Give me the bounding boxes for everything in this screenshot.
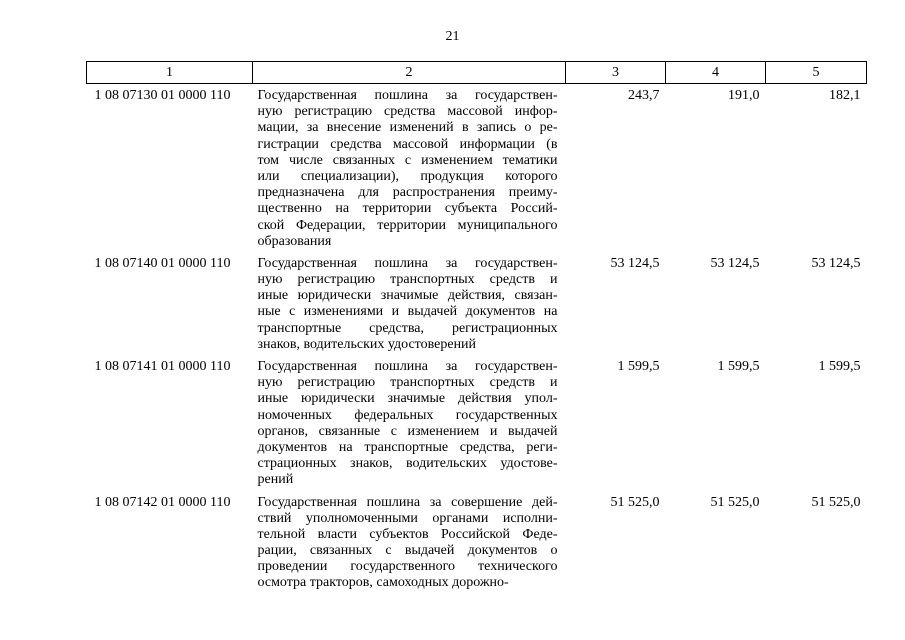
header-col-5: 5 bbox=[766, 62, 867, 84]
amount-col-4-cell: 53 124,5 bbox=[710, 255, 760, 271]
description-line: осмотра тракторов, самоходных дорожно- bbox=[257, 575, 509, 591]
description-line: ные с изменениями и выдачей документов на bbox=[257, 304, 558, 320]
amount-col-3-cell: 243,7 bbox=[628, 88, 660, 103]
table-body bbox=[87, 84, 867, 592]
description-line: знаков, водительских удостоверений bbox=[257, 336, 477, 352]
amount-col-4-cell: 1 599,5 bbox=[717, 359, 760, 374]
description-line: образования bbox=[257, 233, 332, 249]
amount-col-5-cell: 182,1 bbox=[829, 88, 861, 103]
description-line: Государственная пошлина за государствен- bbox=[257, 359, 558, 374]
description-line: иные юридически значимые действия, связан- bbox=[257, 288, 558, 304]
description-line: ствий уполномоченными органами исполни- bbox=[257, 510, 558, 526]
description-line: Государственная пошлина за совершение дей- bbox=[257, 494, 558, 510]
table-row bbox=[87, 84, 867, 250]
description-line: документов на транспортные средства, реги- bbox=[257, 439, 558, 455]
page-number: 21 bbox=[445, 29, 460, 44]
amount-col-5-cell: 51 525,0 bbox=[811, 494, 861, 510]
description-line: Государственная пошлина за государствен- bbox=[257, 255, 558, 271]
amount-col-5-cell: 1 599,5 bbox=[818, 359, 861, 374]
budget-code-cell: 1 08 07130 01 0000 110 bbox=[94, 88, 231, 103]
description-line: предназначена для распространения преиму- bbox=[257, 185, 558, 201]
amount-col-3-cell: 53 124,5 bbox=[610, 255, 660, 271]
description-line: органов, связанные с изменением и выдачей bbox=[257, 423, 558, 439]
description-line: страционных знаков, водительских удостове- bbox=[257, 456, 558, 472]
amount-col-4-cell: 191,0 bbox=[728, 88, 760, 103]
amount-col-3-cell: 51 525,0 bbox=[610, 494, 660, 510]
header-row bbox=[87, 62, 867, 84]
description-line: ную регистрацию транспортных средств и bbox=[257, 272, 558, 288]
description-line: ную регистрацию средства массовой инфор- bbox=[257, 104, 558, 120]
description-cell bbox=[253, 489, 566, 592]
description-cell bbox=[253, 353, 566, 489]
description-line: щественно на территории субъекта Россий- bbox=[257, 201, 558, 217]
description-line: ской Федерации, территории муниципального bbox=[257, 217, 558, 233]
description-line: гистрации средства массовой информации (в bbox=[257, 136, 558, 152]
amount-col-3-cell: 1 599,5 bbox=[617, 359, 660, 374]
budget-code-cell: 1 08 07141 01 0000 110 bbox=[94, 359, 231, 374]
description-line: проведении государственного технического bbox=[257, 559, 558, 575]
description-line: рации, связанных с выдачей документов о bbox=[257, 543, 558, 559]
budget-code-cell: 1 08 07142 01 0000 110 bbox=[94, 494, 231, 510]
table-row bbox=[87, 489, 867, 592]
description-line: номоченных федеральных государственных bbox=[257, 407, 558, 423]
header-col-3: 3 bbox=[566, 62, 666, 84]
table-row bbox=[87, 353, 867, 489]
description-cell bbox=[253, 84, 566, 250]
header-col-1: 1 bbox=[87, 62, 253, 84]
description-line: мации, за внесение изменений в запись о ре- bbox=[257, 120, 558, 136]
header-col-2: 2 bbox=[253, 62, 566, 84]
budget-code-cell: 1 08 07140 01 0000 110 bbox=[94, 255, 231, 271]
amount-col-4-cell: 51 525,0 bbox=[710, 494, 760, 510]
description-line: Государственная пошлина за государствен- bbox=[257, 88, 558, 103]
header-col-4: 4 bbox=[666, 62, 766, 84]
description-line: том числе связанных с изменением тематики bbox=[257, 152, 558, 168]
description-line: ную регистрацию транспортных средств и bbox=[257, 375, 558, 391]
description-line: тельной власти субъектов Российской Феде- bbox=[257, 526, 558, 542]
description-line: иные юридически значимые действия упол- bbox=[257, 391, 558, 407]
table-header bbox=[87, 62, 867, 84]
description-cell bbox=[253, 250, 566, 353]
amount-col-5-cell: 53 124,5 bbox=[811, 255, 861, 271]
table-row bbox=[87, 250, 867, 353]
revenue-table bbox=[86, 61, 867, 592]
description-line: или специализации), продукция которого bbox=[257, 168, 558, 184]
description-line: транспортные средства, регистрационных bbox=[257, 320, 558, 336]
description-line: рений bbox=[257, 472, 294, 488]
